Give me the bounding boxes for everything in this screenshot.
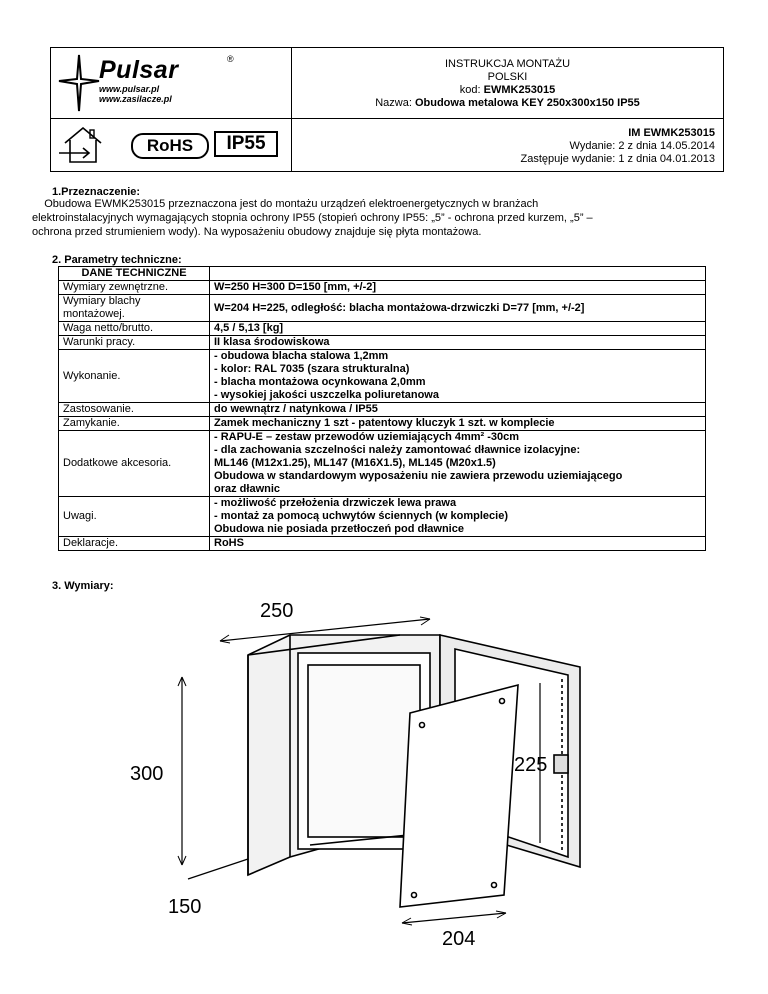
row-label: Wymiary blachy montażowej.: [59, 295, 210, 322]
section-1-title: 1.Przeznaczenie:: [52, 186, 141, 198]
dim-height-label: 300: [130, 763, 164, 785]
table-row: [59, 322, 706, 336]
row-value-line: - montaż za pomocą uchwytów ściennych (w komplecie): [214, 510, 509, 522]
document-header: [50, 47, 724, 172]
row-value-line: - blacha montażowa ocynkowana 2,0mm: [214, 376, 426, 388]
row-value: [210, 403, 706, 417]
dim-depth-label: 150: [168, 896, 202, 918]
row-value-line: Obudowa w standardowym wyposażeniu nie zawiera przewodu uziemiającego: [214, 470, 623, 482]
doc-name: Nazwa: Obudowa metalowa KEY 250x300x150 IP55: [375, 97, 640, 109]
doc-code: kod: EWMK253015: [459, 84, 556, 96]
issue-date: Wydanie: 2 z dnia 14.05.2014: [569, 140, 715, 152]
row-value-line: - kolor: RAL 7035 (szara strukturalna): [214, 363, 410, 375]
logo-cell: [51, 48, 292, 118]
row-label: Wykonanie.: [59, 350, 210, 403]
dim-plate-height-label: 225: [514, 754, 548, 776]
row-value: [210, 336, 706, 350]
row-value: [210, 295, 706, 322]
row-label: Zastosowanie.: [59, 403, 210, 417]
table-header: DANE TECHNICZNE: [59, 267, 210, 281]
row-value: [210, 417, 706, 431]
marks-cell: [51, 119, 292, 171]
row-value-line: II klasa środowiskowa: [214, 336, 330, 348]
row-label: Wymiary zewnętrzne.: [59, 281, 210, 295]
indoor-house-icon: [59, 125, 123, 165]
row-value-line: W=204 H=225, odległość: blacha montażowa-drzwiczki D=77 [mm, +/-2]: [214, 301, 585, 314]
row-label: Dodatkowe akcesoria.: [59, 431, 210, 497]
row-value-line: 4,5 / 5,13 [kg]: [214, 322, 284, 334]
row-value-line: Zamek mechaniczny 1 szt - patentowy kluczyk 1 szt. w komplecie: [214, 417, 555, 429]
doc-language: POLSKI: [487, 71, 528, 83]
technical-data-table: [58, 266, 706, 551]
row-label: Waga netto/brutto.: [59, 322, 210, 336]
registered-mark: ®: [227, 54, 234, 64]
row-value-line: RoHS: [214, 537, 244, 549]
dim-width-label: 250: [260, 600, 294, 622]
row-value-line: - dla zachowania szczelności należy zamontować dławnice izolacyjne:: [214, 444, 581, 456]
table-row: [59, 281, 706, 295]
row-label: Uwagi.: [59, 497, 210, 537]
row-value: [210, 350, 706, 403]
table-row: [59, 417, 706, 431]
issue-cell: [292, 119, 723, 171]
row-value-line: W=250 H=300 D=150 [mm, +/-2]: [214, 281, 377, 293]
row-value: [210, 497, 706, 537]
table-row: [59, 336, 706, 350]
logo-url-pulsar: www.pulsar.pl: [99, 84, 160, 94]
table-row: [59, 431, 706, 497]
dim-plate-width-label: 204: [442, 928, 476, 950]
row-value-line: ML146 (M12x1.25), ML147 (M16X1.5), ML145 (M20x1.5): [214, 457, 496, 469]
header-row-top: [51, 48, 723, 119]
im-code: IM EWMK253015: [628, 127, 715, 139]
row-value-line: do wewnątrz / natynkowa / IP55: [214, 403, 378, 415]
logo-wordmark: Pulsar: [99, 56, 179, 84]
title-cell: [292, 48, 723, 118]
row-value: [210, 281, 706, 295]
issue-info: [521, 127, 715, 166]
row-value: [210, 322, 706, 336]
row-value-line: oraz dławnic: [214, 483, 281, 495]
table-row: [59, 403, 706, 417]
table-row: [59, 350, 706, 403]
mounting-plate: [400, 685, 518, 907]
header-row-bottom: [51, 119, 723, 171]
replaces-issue: Zastępuje wydanie: 1 z dnia 04.01.2013: [520, 153, 715, 165]
table-header-row: [59, 267, 706, 281]
row-value-line: Obudowa nie posiada przetłoczeń pod dławnice: [214, 523, 464, 535]
row-value-line: - wysokiej jakości uszczelka poliuretanowa: [214, 389, 439, 401]
table-row: [59, 295, 706, 322]
row-value-line: - obudowa blacha stalowa 1,2mm: [214, 350, 389, 362]
section-3-title: 3. Wymiary:: [52, 580, 114, 592]
section-2-title: 2. Parametry techniczne:: [52, 254, 182, 266]
row-value-line: - możliwość przełożenia drzwiczek lewa prawa: [214, 497, 457, 509]
logo-url-zasilacze: www.zasilacze.pl: [99, 94, 172, 104]
row-value-line: - RAPU-E – zestaw przewodów uziemiających 4mm² -30cm: [214, 431, 520, 443]
row-label: Zamykanie.: [59, 417, 210, 431]
row-value: [210, 537, 706, 551]
row-value: [210, 431, 706, 497]
pulsar-logo-icon: [57, 53, 101, 113]
dimension-drawing: [110, 595, 630, 955]
doc-title: INSTRUKCJA MONTAŻU: [444, 58, 571, 70]
row-label: Warunki pracy.: [59, 336, 210, 350]
ip55-badge: IP55: [214, 131, 278, 157]
rohs-badge: RoHS: [131, 133, 209, 159]
table-row: [59, 537, 706, 551]
row-label: Deklaracje.: [59, 537, 210, 551]
table-row: [59, 497, 706, 537]
section-1-text: Obudowa EWMK253015 przeznaczona jest do montażu urządzeń elektroenergetycznych w branżach elektroinstalacyjnych wymagających stopnia ochrony IP55 (stopień ochrony IP55: „5” - ochrona przed kurzem, „5” – ochrona przed strumieniem wody). Na wyposażeniu obudowy znajduje się płyta montażowa.: [32, 198, 593, 238]
